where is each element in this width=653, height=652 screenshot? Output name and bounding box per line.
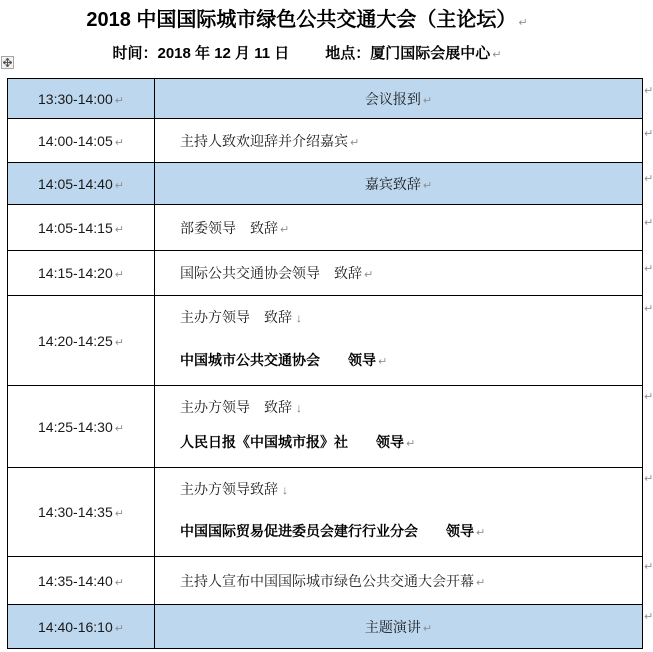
paragraph-mark-icon: ↵ (114, 622, 124, 635)
meta-line[interactable] (0, 42, 614, 63)
time-cell[interactable] (8, 119, 155, 163)
paragraph-mark-icon: ↵ (422, 179, 433, 192)
content-cell[interactable] (155, 557, 643, 605)
content-line-1: 主办方领导 致辞 ↓ (180, 309, 302, 325)
content-text: 国际公共交通协会领导 致辞 (180, 265, 362, 281)
content-cell[interactable] (155, 386, 643, 468)
time-cell[interactable] (8, 251, 155, 296)
time-cell[interactable] (8, 605, 155, 649)
content-cell[interactable] (155, 205, 643, 251)
paragraph-mark-icon: ↵ (114, 508, 124, 520)
paragraph-mark-icon: ↵ (378, 356, 388, 368)
meta-venue: 地点：厦门国际会展中心 (325, 45, 491, 62)
paragraph-mark-icon: ↵ (364, 269, 374, 281)
time-text: 14:20-14:25 (38, 332, 113, 349)
agenda-row (8, 205, 643, 251)
agenda-row (8, 251, 643, 296)
line-break-mark-icon: ↓ (296, 401, 302, 415)
meta-time: 时间：2018 年 12 月 11 日 (112, 45, 290, 62)
content-cell[interactable] (155, 79, 643, 119)
agenda-row (8, 605, 643, 649)
content-line-1: 主办方领导 致辞 ↓ (180, 399, 302, 415)
paragraph-mark-icon: ↵ (114, 179, 124, 192)
page-title[interactable] (0, 3, 614, 32)
time-cell[interactable] (8, 386, 155, 468)
paragraph-mark-icon: ↵ (114, 223, 124, 236)
time-text: 14:00-14:05 (38, 132, 113, 149)
paragraph-mark-icon: ↵ (114, 136, 124, 149)
paragraph-mark-icon: ↵ (114, 422, 124, 435)
time-text: 14:05-14:40 (38, 175, 113, 192)
paragraph-mark-icon: ↵ (280, 223, 290, 236)
content-text: 主题演讲 (364, 618, 421, 635)
paragraph-mark-icon: ↵ (644, 85, 653, 97)
content-text: 主持人宣布中国国际城市绿色公共交通大会开幕 (180, 572, 474, 589)
content-cell[interactable] (155, 119, 643, 163)
time-text: 14:15-14:20 (38, 265, 113, 281)
content-cell[interactable] (155, 468, 643, 557)
page-title-text: 2018 中国国际城市绿色公共交通大会（主论坛） (86, 9, 517, 31)
paragraph-mark-icon: ↵ (350, 136, 360, 149)
content-line-2: 中国国际贸易促进委员会建行行业分会 领导 ↵ (180, 523, 486, 539)
time-cell[interactable] (8, 163, 155, 205)
agenda-row (8, 557, 643, 605)
paragraph-mark-icon: ↵ (644, 473, 653, 485)
time-cell[interactable] (8, 79, 155, 119)
paragraph-mark-icon: ↵ (644, 391, 653, 403)
agenda-table (7, 78, 643, 649)
agenda-row (8, 296, 643, 386)
paragraph-mark-icon: ↵ (114, 94, 124, 107)
agenda-row (8, 119, 643, 163)
time-cell[interactable] (8, 468, 155, 557)
paragraph-mark-icon: ↵ (114, 269, 124, 281)
content-line-2: 中国城市公共交通协会 领导 ↵ (180, 352, 388, 368)
time-cell[interactable] (8, 557, 155, 605)
time-text: 14:05-14:15 (38, 219, 113, 236)
time-text: 14:25-14:30 (38, 418, 113, 435)
agenda-row (8, 79, 643, 119)
content-text: 会议报到 (364, 90, 421, 107)
paragraph-mark-icon: ↵ (114, 576, 124, 589)
paragraph-mark-icon: ↵ (644, 173, 653, 185)
paragraph-mark-icon: ↵ (644, 263, 653, 275)
time-cell[interactable] (8, 205, 155, 251)
line-break-mark-icon: ↓ (296, 311, 302, 325)
paragraph-mark-icon: ↵ (476, 576, 486, 589)
content-cell[interactable] (155, 251, 643, 296)
paragraph-mark-icon: ↵ (492, 49, 502, 61)
content-line-2: 人民日报《中国城市报》社 领导 ↵ (180, 434, 416, 450)
paragraph-mark-icon: ↵ (644, 303, 653, 315)
content-text: 部委领导 致辞 (180, 219, 278, 236)
content-cell[interactable] (155, 605, 643, 649)
paragraph-mark-icon: ↵ (644, 217, 653, 229)
time-text: 14:30-14:35 (38, 504, 113, 520)
line-break-mark-icon: ↓ (282, 483, 288, 497)
paragraph-mark-icon: ↵ (406, 438, 416, 450)
paragraph-mark-icon: ↵ (644, 128, 653, 140)
paragraph-mark-icon: ↵ (422, 622, 433, 635)
agenda-row (8, 468, 643, 557)
content-cell[interactable] (155, 163, 643, 205)
content-line-1: 主办方领导致辞 ↓ (180, 481, 288, 497)
content-text: 嘉宾致辞 (364, 175, 421, 192)
paragraph-mark-icon: ↵ (644, 611, 653, 623)
paragraph-mark-icon: ↵ (518, 17, 528, 29)
paragraph-mark-icon: ↵ (114, 336, 124, 349)
content-text: 主持人致欢迎辞并介绍嘉宾 (180, 132, 348, 149)
paragraph-mark-icon: ↵ (422, 94, 433, 107)
content-cell[interactable] (155, 296, 643, 386)
time-text: 13:30-14:00 (38, 90, 113, 107)
paragraph-mark-icon: ↵ (476, 527, 486, 539)
time-text: 14:35-14:40 (38, 572, 113, 589)
agenda-row (8, 163, 643, 205)
paragraph-mark-icon: ↵ (644, 561, 653, 573)
time-text: 14:40-16:10 (38, 618, 113, 635)
time-cell[interactable] (8, 296, 155, 386)
table-move-handle-icon[interactable] (1, 56, 14, 69)
four-way-arrow-icon (3, 58, 12, 67)
agenda-row (8, 386, 643, 468)
